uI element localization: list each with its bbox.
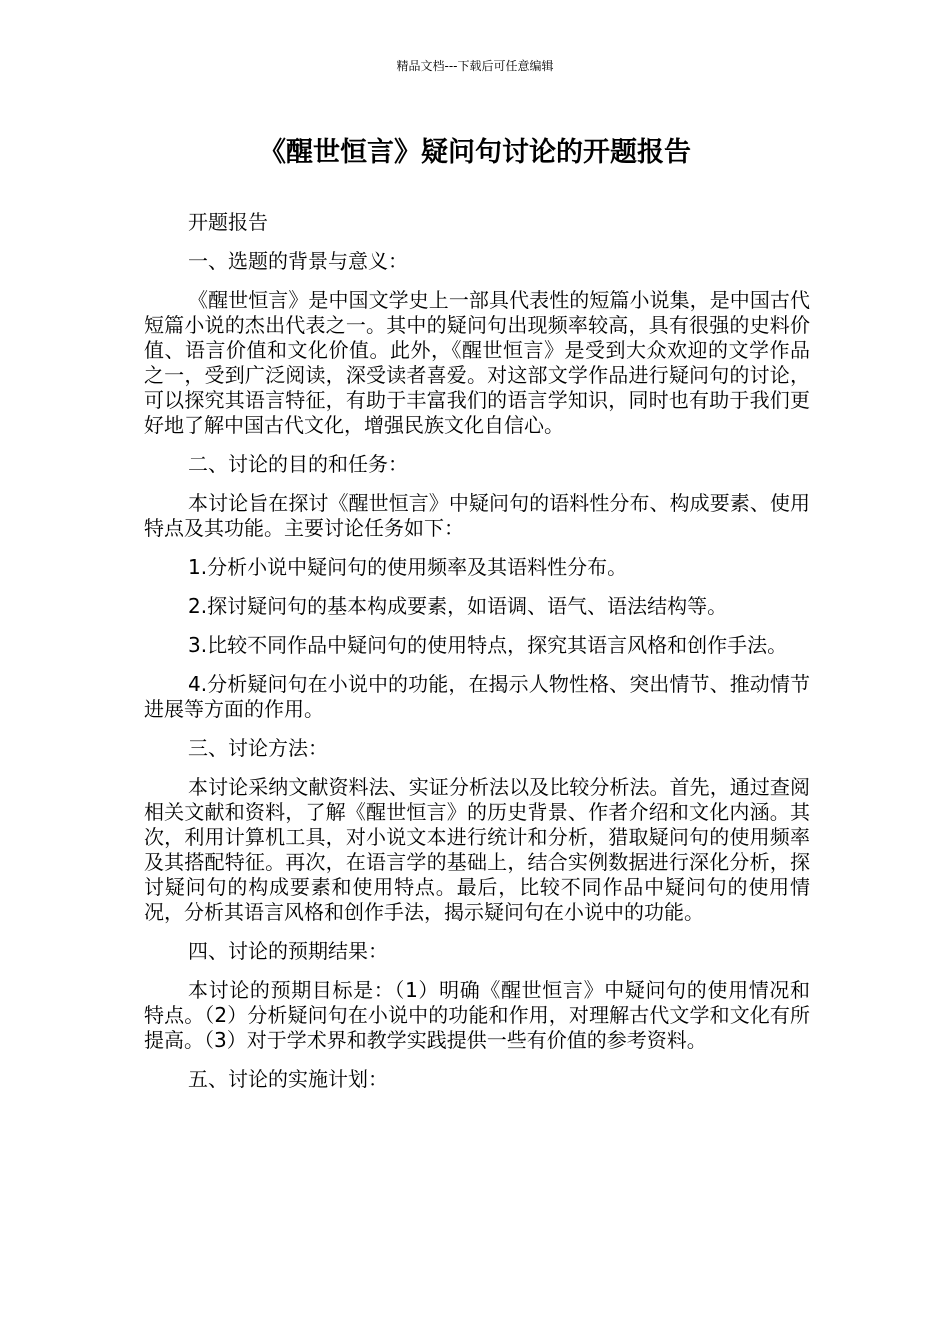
paragraph-methods: 本讨论采纳文献资料法、实证分析法以及比较分析法。首先，通过查阅相关文献和资料，了解《醒世恒言》的历史背景、作者介绍和文化内涵。其次，利用计算机工具，对小说文本进行统计和分析，猎取疑问句的使用频率及其搭配特征。再次，在语言学的基础上，结合实例数据进行深化分析，探讨疑问句的构成要素和使用特点。最后，比较不同作品中疑问句的使用情况，分析其语言风格和创作手法，揭示疑问句在小说中的功能。 (144, 775, 810, 924)
document-title: 《醒世恒言》疑问句讨论的开题报告 (259, 137, 691, 168)
task-item-2: 2.探讨疑问句的基本构成要素，如语调、语气、语法结构等。 (188, 594, 728, 618)
heading-background: 一、选题的背景与意义： (188, 249, 408, 273)
heading-expected-results: 四、讨论的预期结果： (188, 939, 388, 963)
document-body (144, 210, 810, 1106)
task-item-4: 4.分析疑问句在小说中的功能，在揭示人物性格、突出情节、推动情节进展等方面的作用。 (144, 672, 810, 721)
section-label-report: 开题报告 (188, 210, 268, 234)
task-item-1: 1.分析小说中疑问句的使用频率及其语料性分布。 (188, 555, 628, 579)
heading-purpose: 二、讨论的目的和任务： (188, 452, 408, 476)
task-item-3: 3.比较不同作品中疑问句的使用特点，探究其语言风格和创作手法。 (188, 633, 788, 657)
paragraph-purpose: 本讨论旨在探讨《醒世恒言》中疑问句的语料性分布、构成要素、使用特点及其功能。主要讨论任务如下： (144, 491, 810, 540)
paragraph-expected-results: 本讨论的预期目标是：（1）明确《醒世恒言》中疑问句的使用情况和特点。（2）分析疑问句在小说中的功能和作用，对理解古代文学和文化有所提高。（3）对于学术界和教学实践提供一些有价值的参考资料。 (144, 978, 810, 1052)
paragraph-background: 《醒世恒言》是中国文学史上一部具代表性的短篇小说集，是中国古代短篇小说的杰出代表之一。其中的疑问句出现频率较高，具有很强的史料价值、语言价值和文化价值。此外，《醒世恒言》是受到大众欢迎的文学作品之一，受到广泛阅读，深受读者喜爱。对这部文学作品进行疑问句的讨论，可以探究其语言特征，有助于丰富我们的语言学知识，同时也有助于我们更好地了解中国古代文化，增强民族文化自信心。 (144, 288, 810, 437)
heading-methods: 三、讨论方法： (188, 736, 328, 760)
page-header: 精品文档---下载后可任意编辑 (396, 59, 554, 73)
heading-implementation-plan: 五、讨论的实施计划： (188, 1067, 388, 1091)
